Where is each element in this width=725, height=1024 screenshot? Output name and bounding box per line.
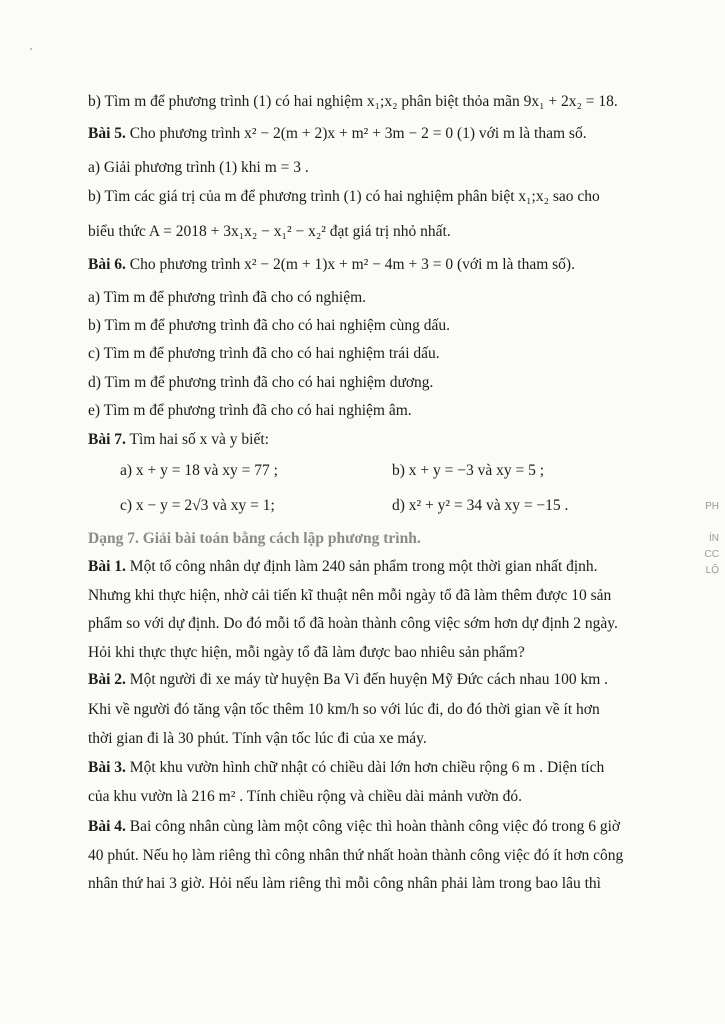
problem-4-line1 <box>88 817 665 837</box>
problem-2-line1 <box>88 670 665 690</box>
section-heading: Dạng 7. Giải bài toán bằng cách lập phương trình. <box>88 530 421 547</box>
exercise-6a: a) Tìm m để phương trình đã cho có nghiệm. <box>88 289 367 306</box>
problem-1-line1 <box>88 557 665 577</box>
exercise-6d: d) Tìm m để phương trình đã cho có hai nghiệm dương. <box>88 374 434 391</box>
problem-3-line1 <box>88 758 665 778</box>
exercise-5-heading <box>88 124 665 144</box>
problem-1-line4: Hỏi khi thực thực hiện, mỗi ngày tổ đã làm được bao nhiêu sản phẩm? <box>88 644 525 661</box>
problem-2-line2: Khi về người đó tăng vận tốc thêm 10 km/h so với lúc đi, do đó thời gian về ít hơn <box>88 701 600 718</box>
edge-mark-1: PH <box>705 501 719 512</box>
edge-mark-4: LỘ <box>705 565 719 576</box>
problem-2-label: Bài 2. <box>88 671 126 688</box>
problem-4-text: Bai công nhân cùng làm một công việc thì hoàn thành công việc đó trong 6 giờ <box>125 818 621 835</box>
exercise-6-text: Cho phương trình x² − 2(m + 1)x + m² − 4m + 3 = 0 (với m là tham số). <box>125 256 575 273</box>
exercise-6c: c) Tìm m để phương trình đã cho có hai nghiệm trái dấu. <box>88 345 440 362</box>
exercise-7-label: Bài 7. <box>88 431 126 448</box>
problem-1-line3: phẩm so với dự định. Do đó mỗi tổ đã hoàn thành công việc sớm hơn dự định 2 ngày. <box>88 615 618 632</box>
exercise-5-label: Bài 5. <box>88 125 126 142</box>
exercise-7-text: Tìm hai số x và y biết: <box>125 431 269 448</box>
problem-3-label: Bài 3. <box>88 759 126 776</box>
edge-mark-3: CC <box>704 549 719 560</box>
problem-1-label: Bài 1. <box>88 558 126 575</box>
problem-4-line2: 40 phút. Nếu họ làm riêng thì công nhân thứ nhất hoàn thành công việc đó ít hơn công <box>88 847 624 864</box>
exercise-7c: c) x − y = 2√3 và xy = 1; <box>120 497 275 514</box>
exercise-5b-line1: b) Tìm các giá trị của m để phương trình (1) có hai nghiệm phân biệt x₁;x₂ sao cho <box>88 188 600 205</box>
exercise-6e: e) Tìm m để phương trình đã cho có hai nghiệm âm. <box>88 402 412 419</box>
exercise-7-heading <box>88 430 665 450</box>
problem-3-text: Một khu vườn hình chữ nhật có chiều dài lớn hơn chiều rộng 6 m . Diện tích <box>125 759 605 776</box>
exercise-4b: b) Tìm m để phương trình (1) có hai nghiệm x₁;x₂ phân biệt thỏa mãn 9x₁ + 2x₂ = 18. <box>88 93 618 110</box>
exercise-7a: a) x + y = 18 và xy = 77 ; <box>120 462 278 479</box>
edge-mark-2: ÍN <box>709 533 719 544</box>
exercise-5a: a) Giải phương trình (1) khi m = 3 . <box>88 159 309 176</box>
exercise-7b: b) x + y = −3 và xy = 5 ; <box>392 462 545 479</box>
problem-4-label: Bài 4. <box>88 818 126 835</box>
problem-1-line2: Nhưng khi thực hiện, nhờ cải tiến kĩ thuật nên mỗi ngày tổ đã làm thêm được 10 sản <box>88 587 612 604</box>
scan-speck <box>30 48 32 50</box>
problem-2-line3: thời gian đi là 30 phút. Tính vận tốc lúc đi của xe máy. <box>88 730 427 747</box>
exercise-6-label: Bài 6. <box>88 256 126 273</box>
exercise-5-text: Cho phương trình x² − 2(m + 2)x + m² + 3m − 2 = 0 (1) với m là tham số. <box>125 125 587 142</box>
exercise-5b-line2: biểu thức A = 2018 + 3x₁x₂ − x₁² − x₂² đạt giá trị nhỏ nhất. <box>88 223 451 240</box>
problem-3-line2: của khu vườn là 216 m² . Tính chiều rộng và chiều dài mảnh vườn đó. <box>88 788 523 805</box>
problem-4-line3: nhân thứ hai 3 giờ. Hỏi nếu làm riêng thì mỗi công nhân phải làm trong bao lâu thì <box>88 875 601 892</box>
exercise-7d: d) x² + y² = 34 và xy = −15 . <box>392 497 569 514</box>
problem-2-text: Một người đi xe máy từ huyện Ba Vì đến huyện Mỹ Đức cách nhau 100 km . <box>125 671 609 688</box>
exercise-6-heading <box>88 255 665 275</box>
exercise-6b: b) Tìm m để phương trình đã cho có hai nghiệm cùng dấu. <box>88 317 450 334</box>
problem-1-text: Một tổ công nhân dự định làm 240 sản phẩm trong một thời gian nhất định. <box>125 558 598 575</box>
